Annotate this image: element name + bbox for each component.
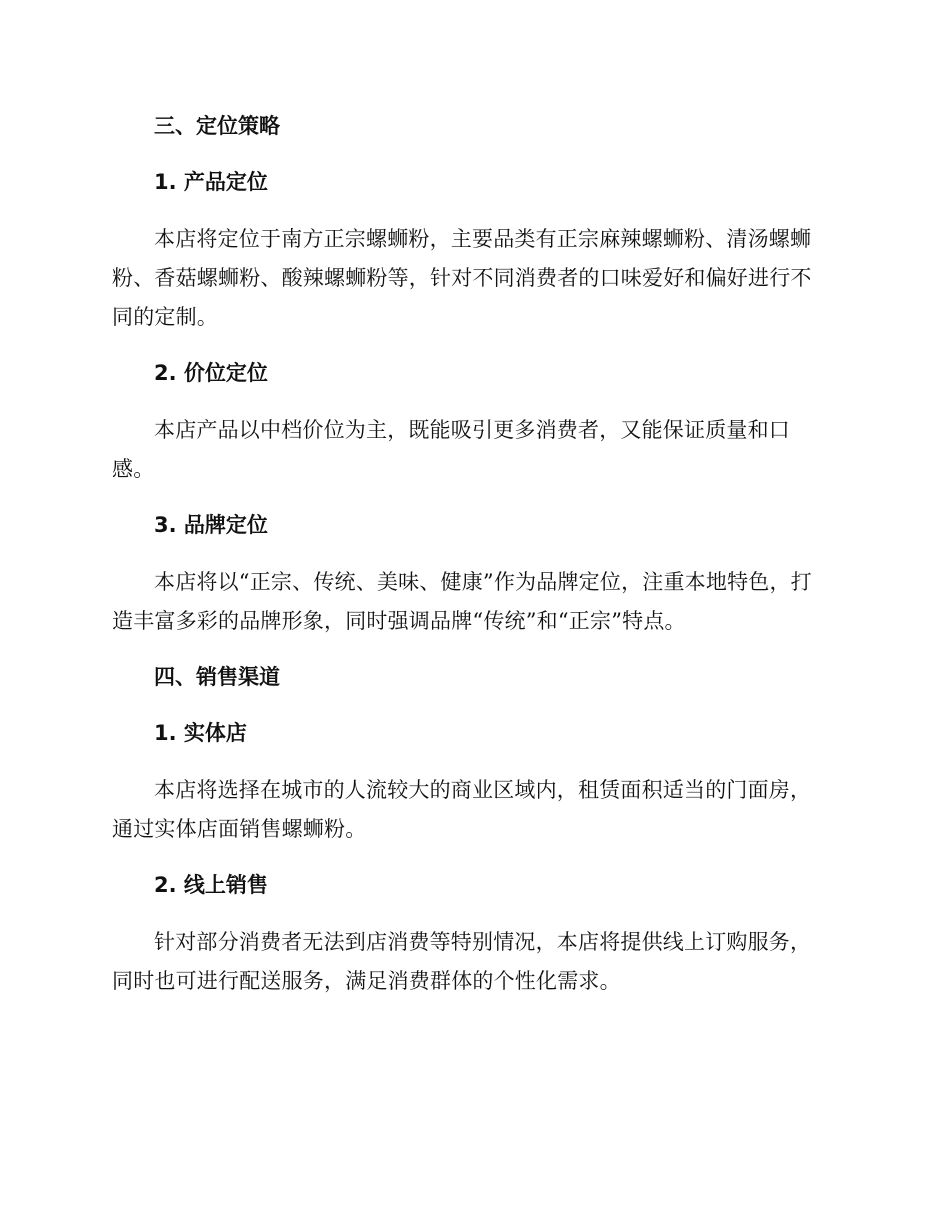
subsection-heading: 2. 价位定位 — [154, 361, 268, 385]
paragraph: 针对部分消费者无法到店消费等特别情况，本店将提供线上订购服务，同时也可进行配送服务，满足消费群体的个性化需求。 — [112, 930, 812, 993]
section-heading: 三、定位策略 — [154, 114, 280, 138]
subsection-heading: 2. 线上销售 — [154, 873, 268, 897]
document-page — [112, 108, 832, 1019]
subsection-heading: 1. 产品定位 — [154, 170, 268, 194]
paragraph: 本店将以“正宗、传统、美味、健康”作为品牌定位，注重本地特色，打造丰富多彩的品牌形象，同时强调品牌“传统”和“正宗”特点。 — [112, 570, 812, 633]
section-heading: 四、销售渠道 — [154, 665, 280, 689]
paragraph: 本店将定位于南方正宗螺蛳粉，主要品类有正宗麻辣螺蛳粉、清汤螺蛳粉、香菇螺蛳粉、酸辣螺蛳粉等，针对不同消费者的口味爱好和偏好进行不同的定制。 — [112, 227, 812, 329]
paragraph: 本店将选择在城市的人流较大的商业区域内，租赁面积适当的门面房，通过实体店面销售螺蛳粉。 — [112, 778, 812, 841]
subsection-heading: 3. 品牌定位 — [154, 513, 268, 537]
subsection-heading: 1. 实体店 — [154, 721, 247, 745]
paragraph: 本店产品以中档价位为主，既能吸引更多消费者，又能保证质量和口感。 — [112, 418, 790, 481]
